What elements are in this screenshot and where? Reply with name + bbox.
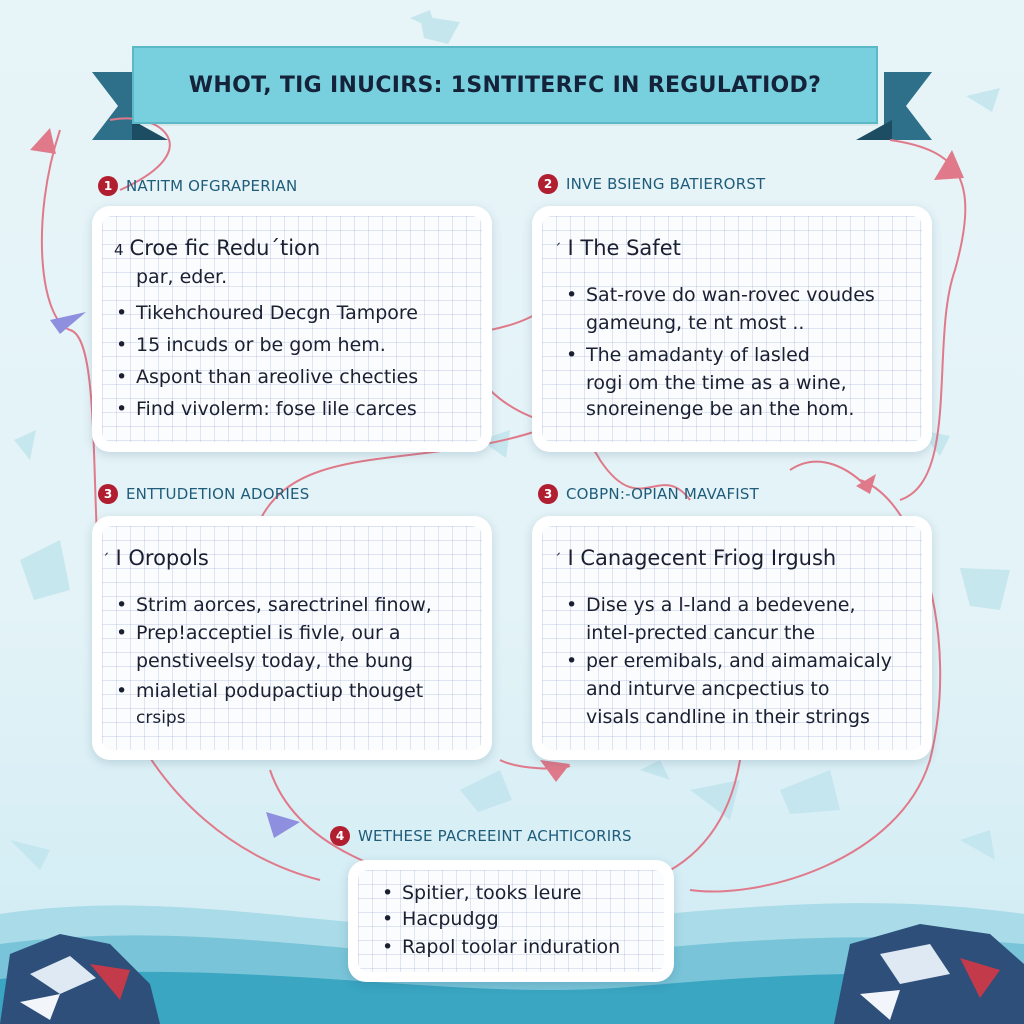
section-3b-title: COBPN:-OPIAN MAVAFIST [566,485,759,503]
section-3b-number-badge: 3 [538,484,558,504]
section-1-number-badge: 1 [98,176,118,196]
section-1-card-subtitle: par, eder. [136,266,228,288]
section-3-title: ENTTUDETION ADORIES [126,485,310,503]
section-3-card-title-text: I Oropols [115,546,209,570]
section-2-line-5: snoreinenge be an the hom. [586,398,855,420]
section-3-line-4: • mialetial podupactiup thouget [136,680,423,702]
section-2-line-3: • The amadanty of lasled [586,344,810,366]
section-3b-line-2: intel-prected cancur the [586,622,816,644]
section-3-line-2: • Prep!acceptiel is fivle, our a [136,622,401,644]
section-2-card-title [554,236,681,260]
section-2-card [532,206,932,452]
title-banner [132,46,878,124]
section-3b-line-1: • Dise ys a l-land a bedevene, [586,594,856,616]
section-3-header [98,484,309,504]
section-3b-card [532,516,932,760]
section-3b-line-4: and inturve ancpectius to [586,678,830,700]
section-2-card-title-prefix: ´ [554,241,562,259]
section-1-line-3: • Aspont than areolive checties [136,366,418,388]
section-4-header [330,826,632,846]
section-1-line-4: • Find vivolerm: fose lile carces [136,398,417,420]
section-1-header [98,176,297,196]
section-3b-line-5: visals candline in their strings [586,706,870,728]
section-2-line-2: gameung, te nt most .. [586,312,805,334]
section-3b-line-3: • per eremibals, and aimamaicaly [586,650,892,672]
section-3b-header [538,484,759,504]
section-1-card-title-prefix: 4 [114,241,124,259]
section-4-line-2: • Hacpudgg [402,908,499,930]
section-2-header [538,174,765,194]
section-3b-card-title-prefix: ´ [554,551,562,569]
section-3-card-title [102,546,209,570]
section-1-line-1: • Tikehchoured Decgn Tampore [136,302,418,324]
section-3-line-3: penstiveelsy today, the bung [136,650,414,672]
section-1-title: NATITM OFGRAPERIAN [126,177,298,195]
section-1-line-2: • 15 incuds or be gom hem. [136,334,386,356]
section-2-title: INVE BSIENG BATIERORST [566,175,766,193]
section-4-line-3: • Rapol toolar induration [402,936,620,958]
section-3-line-5: crsips [136,708,186,728]
section-2-line-4: rogi om the time as a wine, [586,372,847,394]
section-3-card [92,516,492,760]
section-3-card-title-prefix: ´ [102,551,110,569]
section-2-card-title-text: I The Safet [567,236,681,260]
section-2-number-badge: 2 [538,174,558,194]
section-4-line-1: • Spitier, tooks leure [402,882,581,904]
section-3b-card-title-text: I Canagecent Friog Irgush [567,546,837,570]
section-1-card [92,206,492,452]
section-3b-card-title [554,546,836,570]
section-4-number-badge: 4 [330,826,350,846]
banner-title: WHOT, TIG INUCIRS: 1SNTITERFC IN REGULATIOD? [188,72,822,98]
section-3-number-badge: 3 [98,484,118,504]
section-1-card-title [114,236,320,260]
section-3-line-1: • Strim aorces, sarectrinel finow, [136,594,432,616]
section-4-title: WETHESE PACREEINT ACHTICORIRS [358,827,632,845]
section-4-card [348,860,674,982]
section-2-line-1: • Sat-rove do wan-rovec voudes [586,284,875,306]
section-1-card-title-text: Croe fic Redu´tion [129,236,321,260]
